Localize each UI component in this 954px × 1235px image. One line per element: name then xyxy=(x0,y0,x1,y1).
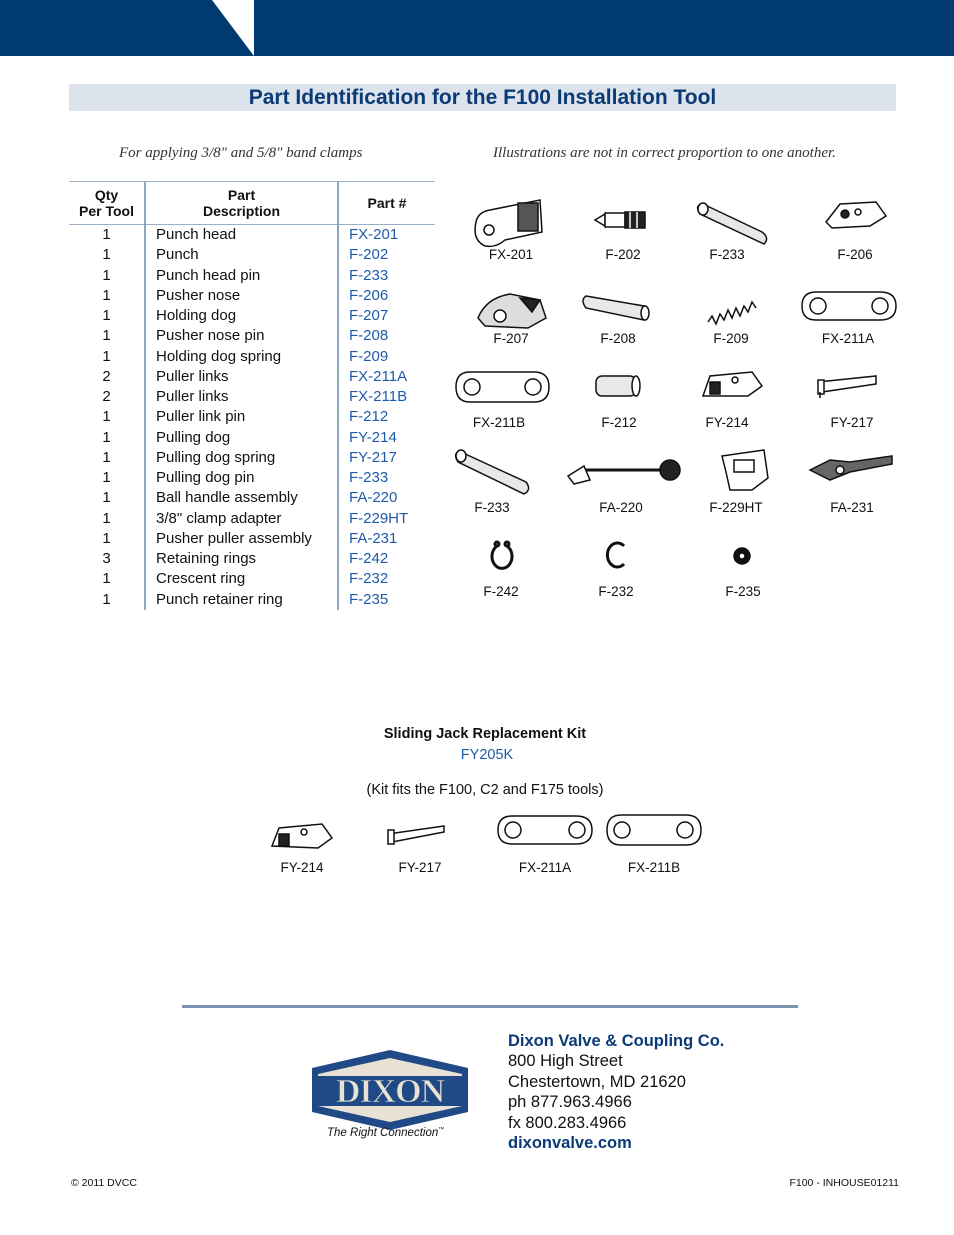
row-qty: 1 xyxy=(69,448,145,468)
row-qty: 1 xyxy=(69,306,145,326)
logo-tagline: The Right Connection™ xyxy=(327,1127,445,1139)
label-f-229ht: F-229HT xyxy=(709,500,763,515)
row-qty: 1 xyxy=(69,488,145,508)
row-part-number[interactable]: F-202 xyxy=(349,246,389,264)
row-qty: 1 xyxy=(69,590,145,610)
row-qty: 1 xyxy=(69,529,145,549)
label-fx-201: FX-201 xyxy=(488,247,534,262)
row-qty: 1 xyxy=(69,468,145,488)
label-fx-211a: FX-211A xyxy=(821,331,875,346)
row-description: Punch head xyxy=(145,225,338,246)
kit-part-number[interactable]: FY205K xyxy=(460,747,514,763)
label-fa-220: FA-220 xyxy=(599,500,643,515)
row-qty: 1 xyxy=(69,509,145,529)
col-header-description: Part Description xyxy=(145,182,338,225)
row-qty: 1 xyxy=(69,286,145,306)
row-description: Puller links xyxy=(145,367,338,387)
row-description: Punch retainer ring xyxy=(145,590,338,610)
label-fy-217: FY-217 xyxy=(830,415,874,430)
row-part-number[interactable]: F-242 xyxy=(349,550,389,567)
row-qty: 2 xyxy=(69,387,145,407)
row-qty: 1 xyxy=(69,347,145,367)
row-qty: 1 xyxy=(69,266,145,286)
kit-title: Sliding Jack Replacement Kit xyxy=(383,726,587,742)
row-qty: 1 xyxy=(69,428,145,448)
label-f-235: F-235 xyxy=(725,584,761,599)
label-f-233b: F-233 xyxy=(474,500,510,515)
label-f-207: F-207 xyxy=(493,331,529,346)
row-part-number[interactable]: FX-201 xyxy=(349,226,399,243)
row-qty: 1 xyxy=(69,569,145,589)
kit-fy-217-illustration xyxy=(388,826,444,844)
row-part-number[interactable]: F-233 xyxy=(349,469,389,486)
kit-note: (Kit fits the F100, C2 and F175 tools) xyxy=(366,782,604,798)
row-part-number[interactable]: F-206 xyxy=(349,286,389,304)
row-qty: 1 xyxy=(69,326,145,346)
row-description: Pusher puller assembly xyxy=(145,529,338,549)
row-part-number[interactable]: FX-211A xyxy=(349,367,408,385)
row-description: Pulling dog pin xyxy=(145,468,338,488)
row-description: Pulling dog xyxy=(145,428,338,448)
kit-label-fx-211b: FX-211B xyxy=(627,860,681,875)
kit-fy-214-illustration xyxy=(272,824,332,848)
document-code: F100 - INHOUSE01211 xyxy=(789,1177,899,1189)
label-fx-211b: FX-211B xyxy=(472,415,526,430)
label-fa-231: FA-231 xyxy=(830,500,874,515)
kit-label-fx-211a: FX-211A xyxy=(518,860,572,875)
company-name: Dixon Valve & Coupling Co. xyxy=(508,1032,725,1050)
row-part-number[interactable]: F-207 xyxy=(349,307,389,324)
row-part-number[interactable]: F-209 xyxy=(349,347,389,365)
label-f-233: F-233 xyxy=(709,247,745,262)
row-description: Pulling dog spring xyxy=(145,448,338,468)
row-description: Punch xyxy=(145,245,338,265)
row-qty: 1 xyxy=(69,225,145,246)
row-part-number[interactable]: FY-214 xyxy=(349,428,397,446)
company-fax: fx 800.283.4966 xyxy=(508,1114,627,1132)
kit-fx-211b-illustration xyxy=(607,815,701,845)
row-part-number[interactable]: FA-231 xyxy=(349,529,398,547)
row-qty: 2 xyxy=(69,367,145,387)
row-part-number[interactable]: F-208 xyxy=(349,327,389,345)
label-f-202: F-202 xyxy=(605,247,641,262)
row-part-number[interactable]: FX-211B xyxy=(349,388,408,405)
row-part-number[interactable]: FY-217 xyxy=(349,448,397,466)
row-part-number[interactable]: F-233 xyxy=(349,266,389,284)
col-header-part: Part # xyxy=(338,182,435,225)
row-description: Retaining rings xyxy=(145,549,338,569)
caption-right: Illustrations are not in correct proportion to one another. xyxy=(493,145,836,161)
row-description: Ball handle assembly xyxy=(145,488,338,508)
company-city: Chestertown, MD 21620 xyxy=(508,1073,686,1091)
row-part-number[interactable]: F-212 xyxy=(349,408,389,426)
label-f-209: F-209 xyxy=(713,331,749,346)
kit-label-fy-214: FY-214 xyxy=(280,860,324,875)
row-part-number[interactable]: FA-220 xyxy=(349,489,398,507)
row-part-number[interactable]: F-232 xyxy=(349,570,389,588)
company-website-link[interactable]: dixonvalve.com xyxy=(508,1134,632,1152)
footer-divider xyxy=(182,1005,798,1008)
row-part-number[interactable]: F-235 xyxy=(349,590,389,608)
label-f-206: F-206 xyxy=(837,247,873,262)
col-header-qty: Qty Per Tool xyxy=(69,182,145,225)
row-qty: 3 xyxy=(69,549,145,569)
label-f-242: F-242 xyxy=(483,584,519,599)
logo-wordmark: DIXON xyxy=(335,1073,445,1110)
row-description: Holding dog xyxy=(145,306,338,326)
label-f-208: F-208 xyxy=(600,331,636,346)
label-f-232: F-232 xyxy=(598,584,634,599)
row-description: Puller links xyxy=(145,387,338,407)
row-description: 3/8" clamp adapter xyxy=(145,509,338,529)
company-phone: ph 877.963.4966 xyxy=(508,1093,632,1111)
row-qty: 1 xyxy=(69,407,145,427)
label-f-212: F-212 xyxy=(601,415,637,430)
company-street: 800 High Street xyxy=(508,1052,623,1070)
row-part-number[interactable]: F-229HT xyxy=(349,509,409,527)
row-description: Holding dog spring xyxy=(145,347,338,367)
row-description: Pusher nose pin xyxy=(145,326,338,346)
copyright-text: © 2011 DVCC xyxy=(71,1177,137,1189)
kit-label-fy-217: FY-217 xyxy=(398,860,442,875)
row-description: Puller link pin xyxy=(145,407,338,427)
label-fy-214: FY-214 xyxy=(705,415,749,430)
caption-left: For applying 3/8" and 5/8" band clamps xyxy=(119,145,363,161)
row-description: Crescent ring xyxy=(145,569,338,589)
row-qty: 1 xyxy=(69,245,145,265)
page-title: Part Identification for the F100 Installation Tool xyxy=(248,86,717,109)
kit-fx-211a-illustration xyxy=(498,816,592,844)
row-description: Pusher nose xyxy=(145,286,338,306)
row-description: Punch head pin xyxy=(145,266,338,286)
